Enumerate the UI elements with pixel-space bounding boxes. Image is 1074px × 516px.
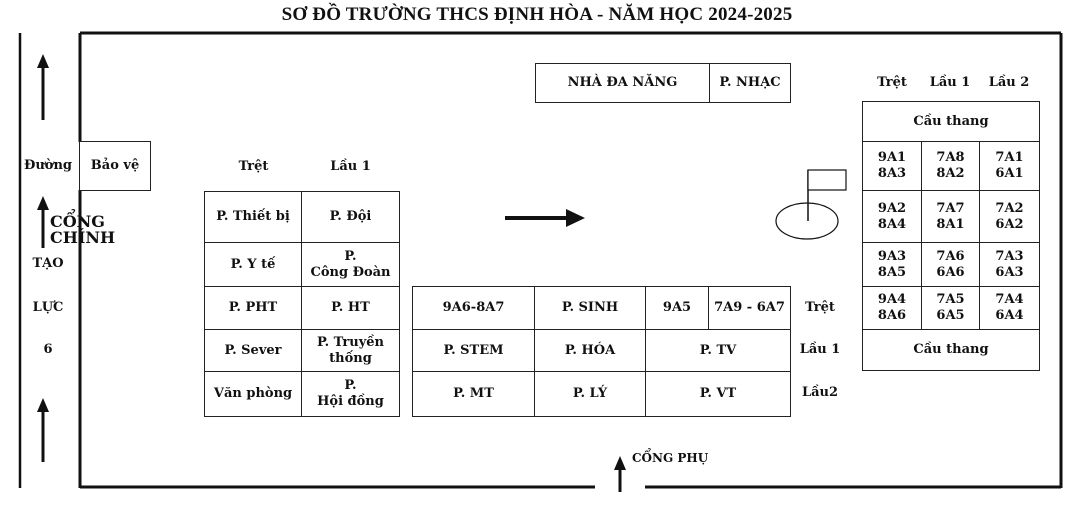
admin-cell: P. PHT: [204, 286, 302, 330]
street-arrow-middle-icon: [37, 196, 49, 248]
street-name-word-3: 6: [43, 342, 53, 357]
side-gate-arrow-icon: [614, 456, 626, 492]
class-cell: 7A6 6A6: [921, 242, 980, 287]
admin-cell: P. Công Đoàn: [301, 242, 400, 287]
middle-cell: P. STEM: [412, 329, 535, 372]
middle-floor-label: Trệt: [805, 300, 835, 315]
right-header-floor2: Lầu 2: [988, 75, 1030, 90]
direction-arrow-right-icon: [505, 209, 585, 227]
middle-cell: P. SINH: [534, 286, 646, 330]
guard-house: Bảo vệ: [79, 141, 151, 191]
middle-cell: 7A9 - 6A7: [708, 286, 791, 330]
music-room: P. NHẠC: [709, 63, 791, 103]
side-gate-label: CỔNG PHỤ: [632, 451, 709, 465]
middle-floor-label: Lầu 1: [799, 342, 841, 357]
class-cell: 7A4 6A4: [979, 286, 1040, 330]
class-cell: 7A1 6A1: [979, 141, 1040, 191]
class-cell: 9A1 8A3: [862, 141, 922, 191]
middle-cell: 9A6-8A7: [412, 286, 535, 330]
admin-cell: P. Sever: [204, 329, 302, 372]
right-header-floor1: Lầu 1: [929, 75, 971, 90]
middle-cell: 9A5: [645, 286, 709, 330]
middle-cell: P. LÝ: [534, 371, 646, 417]
admin-cell: P. Đội: [301, 191, 400, 243]
admin-cell: P. Hội đồng: [301, 371, 400, 417]
street-name-word-2: LỰC: [32, 300, 64, 315]
street-arrow-top-icon: [37, 54, 49, 120]
class-cell: 9A4 8A6: [862, 286, 922, 330]
admin-cell: P. HT: [301, 286, 400, 330]
class-cell: 7A7 8A1: [921, 190, 980, 243]
admin-cell: P. Thiết bị: [204, 191, 302, 243]
stairs-bottom: Cầu thang: [862, 329, 1040, 371]
middle-cell: P. VT: [645, 371, 791, 417]
admin-cell: Văn phòng: [204, 371, 302, 417]
middle-cell: P. TV: [645, 329, 791, 372]
main-gate-label: CỔNG CHÍNH: [50, 212, 116, 247]
class-cell: 9A3 8A5: [862, 242, 922, 287]
flag-icon: [776, 170, 846, 239]
class-cell: 7A3 6A3: [979, 242, 1040, 287]
class-cell: 7A2 6A2: [979, 190, 1040, 243]
middle-cell: P. MT: [412, 371, 535, 417]
stairs-top: Cầu thang: [862, 101, 1040, 142]
right-header-ground: Trệt: [877, 75, 907, 90]
class-cell: 7A5 6A5: [921, 286, 980, 330]
admin-cell: P. Truyền thống: [301, 329, 400, 372]
admin-header-floor1: Lầu 1: [330, 159, 371, 174]
street-label: Đường: [23, 158, 73, 173]
class-cell: 9A2 8A4: [862, 190, 922, 243]
street-name-word-1: TẠO: [32, 256, 64, 271]
admin-header-ground: Trệt: [238, 159, 269, 174]
class-cell: 7A8 8A2: [921, 141, 980, 191]
middle-cell: P. HÓA: [534, 329, 646, 372]
admin-cell: P. Y tế: [204, 242, 302, 287]
street-arrow-bottom-icon: [37, 398, 49, 462]
middle-floor-label: Lầu2: [801, 385, 839, 400]
page-title: SƠ ĐỒ TRƯỜNG THCS ĐỊNH HÒA - NĂM HỌC 2024-2025: [281, 4, 793, 25]
multipurpose-hall: NHÀ ĐA NĂNG: [535, 63, 710, 103]
